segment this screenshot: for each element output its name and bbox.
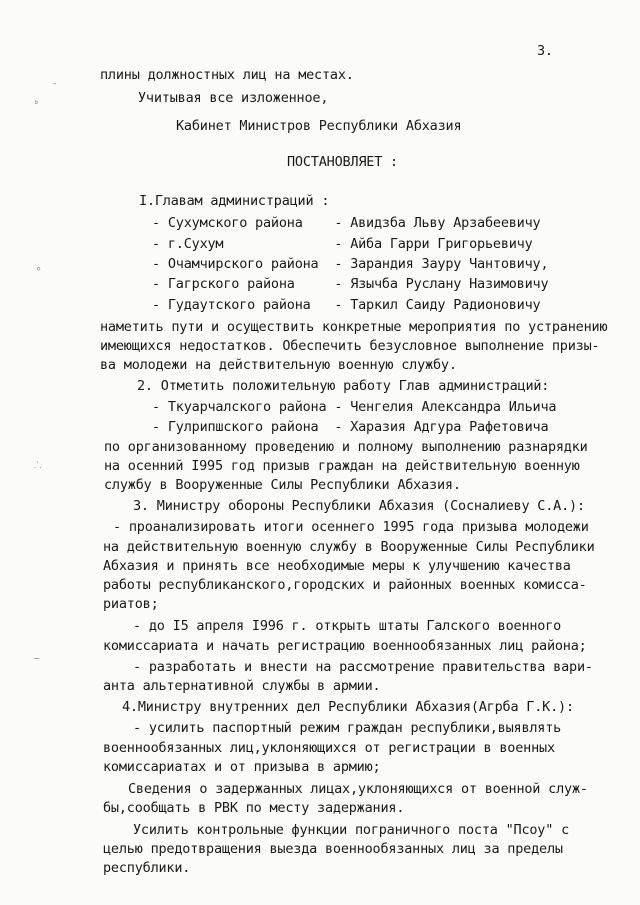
text-line: службу в Вооруженные Силы Республики Абхазия.: [104, 477, 461, 493]
scan-mark: ⸰: [36, 265, 42, 275]
text-line: комиссариатах и от призыва в армию;: [103, 759, 381, 775]
text-line: Учитывая все изложенное,: [138, 90, 329, 106]
text-line: целью предотвращения выезда военнообязанных лиц за пределы: [103, 841, 563, 857]
page-number: 3.: [537, 43, 553, 59]
text-line: - проанализировать итоги осеннего 1995 года призыва молодежи: [113, 519, 589, 535]
resolution-heading: ПОСТАНОВЛЯЕТ :: [287, 154, 398, 170]
text-line: бы,сообщать в РВК по месту задержания.: [103, 800, 405, 816]
scan-mark: —: [34, 654, 40, 664]
text-line: Абхазия и принять все необходимые меры к улучшению качества: [103, 558, 571, 574]
issuing-body: Кабинет Министров Республики Абхазия: [176, 118, 462, 134]
text-line: работы республиканского,городских и районных военных комисса-: [103, 577, 587, 593]
text-line: - до I5 апреля I996 г. открыть штаты Галского военного: [133, 618, 562, 634]
scan-mark: ⸫: [34, 461, 42, 471]
text-line: военнообязанных лиц,уклоняющихся от регистрации в военных: [103, 740, 555, 756]
clause-1-item: - г.Сухум - Айба Гарри Григорьевичу: [152, 236, 533, 252]
text-line: имеющихся недостатков. Обеспечить безусловное выполнение призы-: [100, 338, 600, 354]
clause-2-heading: 2. Отметить положительную работу Глав администраций:: [137, 378, 550, 394]
clause-2-item: - Ткуарчалского района - Ченгелия Александра Ильича: [152, 399, 557, 415]
clause-1-item: - Очамчирского района - Зарандия Зауру Чантовичу,: [152, 256, 549, 272]
text-line: Усилить контрольные функции пограничного поста "Псоу" с: [133, 822, 570, 838]
scan-mark: ᵔ: [52, 82, 58, 92]
clause-4-heading: 4.Министру внутренних дел Республики Абхазия(Агрба Г.К.):: [122, 699, 574, 715]
text-line: ва молодежи на действительную военную службу.: [100, 357, 457, 373]
text-line: анта альтернативной службы в армии.: [103, 678, 381, 694]
clause-1-item: - Сухумского района - Авидзба Льву Арзабеевичу: [152, 215, 541, 231]
text-line: Сведения о задержанных лицах,уклоняющихся от военной служ-: [128, 781, 588, 797]
scan-mark: ᵇ: [34, 100, 40, 110]
clause-1-heading: I.Главам администраций :: [139, 193, 330, 209]
text-line: - усилить паспортный режим граждан республики,выявлять: [133, 720, 562, 736]
clause-3-heading: 3. Министру обороны Республики Абхазия (Сосналиеву С.А.):: [133, 498, 585, 514]
clause-1-item: - Гагрского района - Язычба Руслану Назимовичу: [152, 276, 549, 292]
clause-2-item: - Гулрипшского района - Харазия Адгура Рафетовича: [152, 419, 549, 435]
text-line: риатов;: [103, 596, 159, 612]
text-line: плины должностных лиц на местах.: [100, 67, 354, 83]
clause-1-item: - Гудаутского района - Таркил Саиду Радионовичу: [152, 297, 541, 313]
text-line: на действительную военную службу в Вооруженные Силы Республики: [103, 539, 595, 555]
text-line: наметить пути и осуществить конкретные мероприятия по устранению: [100, 319, 608, 335]
text-line: по организованному проведению и полному выполнению разнарядки: [104, 439, 588, 455]
text-line: комиссариата и начать регистрацию военнообязанных лиц района;: [103, 638, 587, 654]
text-line: на осенний I995 год призыв граждан на действительную военную: [104, 458, 580, 474]
text-line: - разработать и внести на рассмотрение правительства вари-: [133, 659, 593, 675]
text-line: республики.: [103, 860, 191, 876]
